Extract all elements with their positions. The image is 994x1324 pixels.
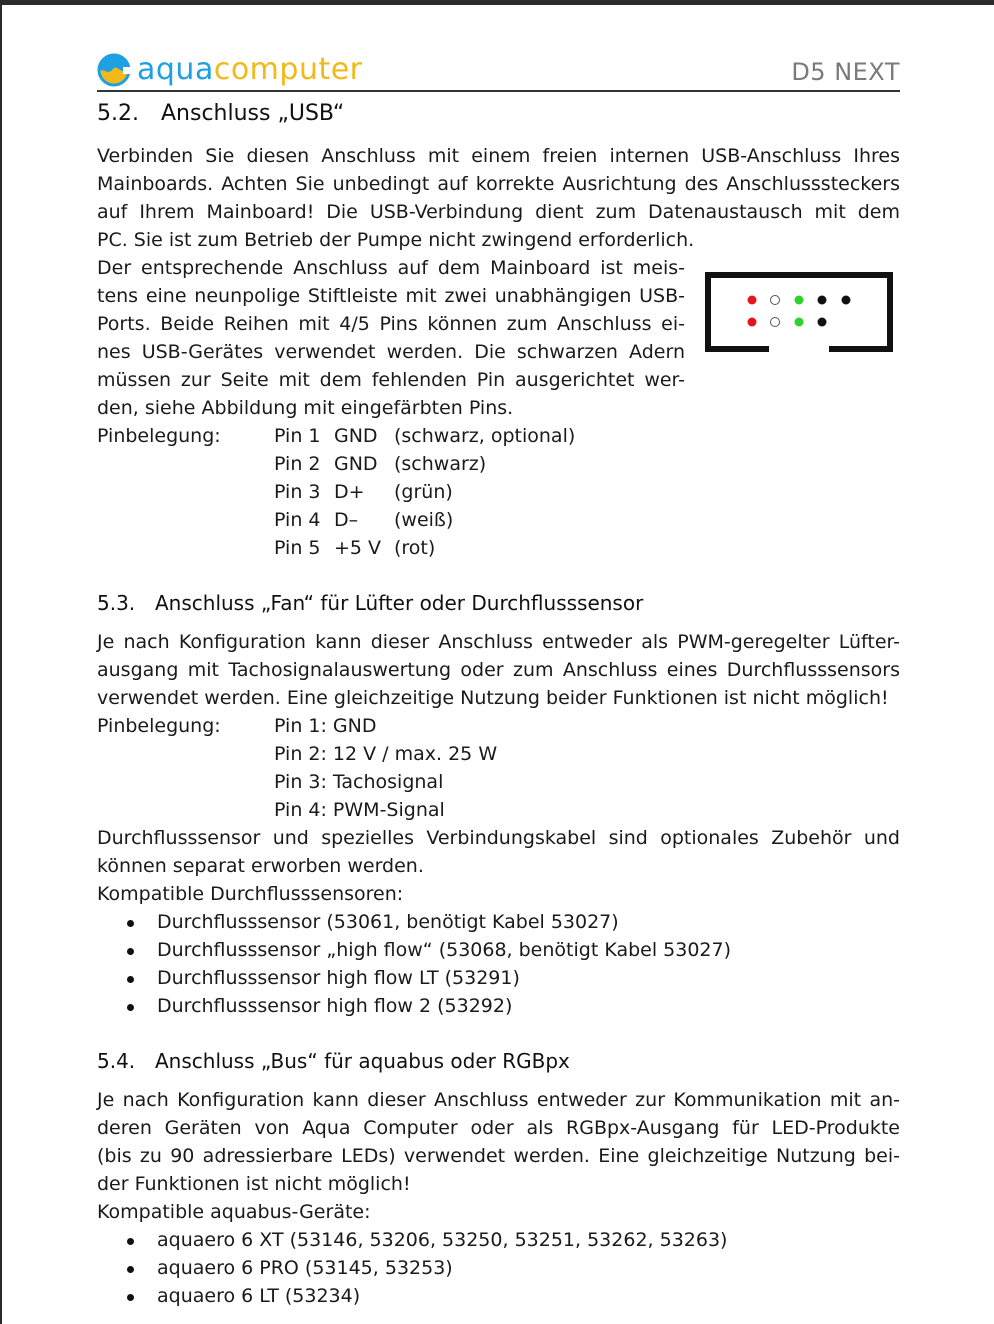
pin-row [274,534,435,562]
text-line: Verbinden Sie diesen Anschluss mit einem freien internen USB-Anschluss Ihres [97,145,900,167]
pin-number: Pin 5 [274,537,321,559]
text-line: auf Ihrem Mainboard! Die USB-Verbindung dient zum Datenaustausch mit dem [97,201,900,223]
text-line: können separat erworben werden. [97,855,424,877]
pin-row [274,506,453,534]
text-line: müssen zur Seite mit dem fehlenden Pin ausgerichtet wer- [97,369,685,391]
pin-signal: D+ [334,481,365,503]
pin-signal: GND [334,453,378,475]
list-item-text: Durchflusssensor high flow LT (53291) [157,967,520,989]
section-title: Anschluss „USB“ [161,101,345,126]
text-line: tens eine neunpolige Stiftleiste mit zwei unabhängigen USB- [97,285,685,307]
pin-description: (schwarz, optional) [394,425,576,447]
pin-description: (grün) [394,481,453,503]
pin-number: Pin 3 [274,481,321,503]
aquacomputer-logo-icon [97,53,131,87]
section-heading-usb [97,101,344,126]
section-title: Anschluss „Bus“ für aquabus oder RGBpx [155,1049,570,1073]
page-header [97,48,900,92]
bullet-icon [127,976,134,983]
usb-paragraph-1 [97,142,900,254]
section-heading-fan [97,591,643,615]
pin-row [274,450,486,478]
text-line: Je nach Konfiguration kann dieser Anschluss entweder zur Kommunikation mit an- [97,1089,900,1111]
bullet-icon [127,1004,134,1011]
text-line: PC. Sie ist zum Betrieb der Pumpe nicht zwingend erforderlich. [97,229,695,251]
list-item-text: aquaero 6 PRO (53145, 53253) [157,1257,453,1279]
text-line: nes USB-Gerätes verwendet werden. Die schwarzen Adern [97,341,685,363]
logo-text-computer: computer [213,52,363,87]
text-line: verwendet werden. Eine gleichzeitige Nutzung beider Funktionen ist nicht möglich! [97,687,889,709]
list-item [97,936,731,964]
list-item [97,908,731,936]
pin-number: Pin 2 [274,453,321,475]
text-line: Mainboards. Achten Sie unbedingt auf korrekte Ausrichtung des Anschlusssteckers [97,173,900,195]
pin-row: Pin 4: PWM-Signal [274,799,445,821]
fan-paragraph-2 [97,824,900,908]
viewer-left-border [0,0,2,1324]
bullet-icon [127,1238,134,1245]
usb-paragraph-2 [97,254,685,422]
fan-paragraph-1 [97,628,900,712]
pin-description: (rot) [394,537,436,559]
compatible-sensors-list [97,908,731,1020]
pin-signal: D– [334,509,359,531]
usb-pin-assignment [97,422,797,562]
pin-assignment-label: Pinbelegung: [97,715,221,737]
pin-signal: GND [334,425,378,447]
pin-description: (weiß) [394,509,454,531]
pin-row: Pin 2: 12 V / max. 25 W [274,743,498,765]
pin-row: Pin 3: Tachosignal [274,771,444,793]
pin-description: (schwarz) [394,453,487,475]
compatible-devices-label: Kompatible aquabus-Geräte: [97,1201,371,1223]
text-line: ausgang mit Tachosignalauswertung oder zum Anschluss eines Durchflusssensors [97,659,900,681]
compatible-sensors-label: Kompatible Durchflusssensoren: [97,883,404,905]
pin-row: Pin 1: GND [274,715,377,737]
text-line: Je nach Konfiguration kann dieser Anschluss entweder als PWM-geregelter Lüfter- [97,631,900,653]
section-title: Anschluss „Fan“ für Lüfter oder Durchflusssensor [155,591,644,615]
bullet-icon [127,1294,134,1301]
list-item [97,1226,727,1254]
usb-header-pinout-diagram-icon [703,270,895,354]
list-item-text: aquaero 6 LT (53234) [157,1285,361,1307]
list-item-text: Durchflusssensor high flow 2 (53292) [157,995,513,1017]
section-number: 5.2. [97,101,139,126]
bullet-icon [127,920,134,927]
text-line: (bis zu 90 adressierbare LEDs) verwendet werden. Eine gleichzeitige Nutzung bei- [97,1145,900,1167]
text-line: Durchflusssensor und spezielles Verbindungskabel sind optionales Zubehör und [97,827,900,849]
bullet-icon [127,1266,134,1273]
text-line: deren Geräten von Aqua Computer oder als RGBpx-Ausgang für LED-Produkte [97,1117,900,1139]
pin-number: Pin 4 [274,509,321,531]
list-item-text: aquaero 6 XT (53146, 53206, 53250, 53251, 53262, 53263) [157,1229,728,1251]
list-item [97,1254,727,1282]
bus-paragraph-1 [97,1086,900,1226]
pin-assignment-label: Pinbelegung: [97,425,221,447]
list-item [97,964,731,992]
text-line: den, siehe Abbildung mit eingefärbten Pins. [97,397,514,419]
pin-row [274,422,575,450]
section-number: 5.4. [97,1049,136,1073]
fan-pin-assignment [97,712,797,824]
pin-row [274,478,453,506]
pin-number: Pin 1 [274,425,321,447]
product-name: D5 NEXT [791,58,900,86]
logo-text-aqua: aqua [137,52,214,87]
viewer-top-bar [0,0,994,5]
section-number: 5.3. [97,591,136,615]
list-item [97,992,731,1020]
pin-signal: +5 V [334,537,382,559]
list-item-text: Durchflusssensor (53061, benötigt Kabel 53027) [157,911,619,933]
text-line: Ports. Beide Reihen mit 4/5 Pins können zum Anschluss ei- [97,313,685,335]
section-heading-bus [97,1049,570,1073]
text-line: der Funktionen ist nicht möglich! [97,1173,411,1195]
list-item [97,1282,727,1310]
bullet-icon [127,948,134,955]
aquacomputer-logo [97,52,363,88]
compatible-devices-list [97,1226,727,1310]
list-item-text: Durchflusssensor „high flow“ (53068, benötigt Kabel 53027) [157,939,732,961]
text-line: Der entsprechende Anschluss auf dem Mainboard ist meis- [97,257,685,279]
